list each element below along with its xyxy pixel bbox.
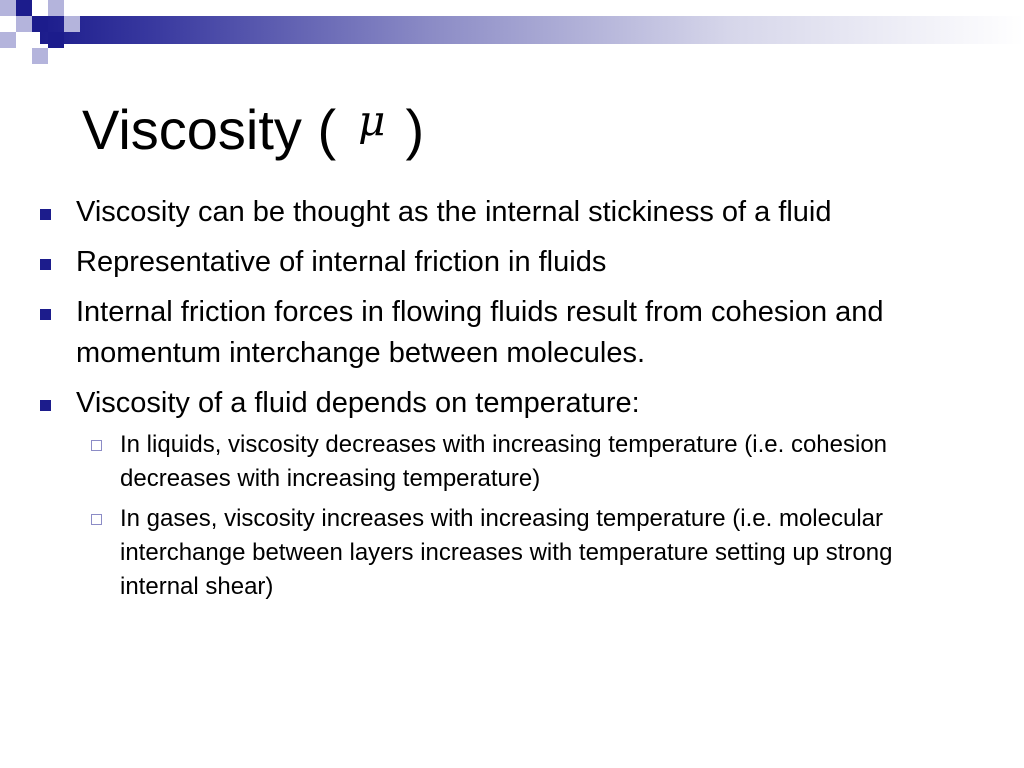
subbullet-text: In liquids, viscosity decreases with increasing temperature (i.e. cohesion decreases with increasing temperature) (120, 431, 888, 492)
square-bullet-icon (40, 209, 51, 220)
decor-square (0, 0, 16, 16)
hollow-square-bullet-icon (91, 440, 102, 451)
bullet-item (0, 292, 1024, 374)
slide-title (82, 92, 424, 173)
bullet-item (0, 242, 1024, 283)
square-bullet-icon (40, 400, 51, 411)
title-close-paren: ) (405, 98, 425, 161)
title-text: Viscosity ( (82, 98, 337, 161)
subbullet-text: In gases, viscosity increases with increasing temperature (i.e. molecular interchange between layers increases with temperature setting up strong internal shear) (120, 505, 893, 600)
bullet-item (0, 192, 1024, 233)
bullet-text: Viscosity of a fluid depends on temperature: (76, 387, 640, 419)
bullet-item (0, 383, 1024, 604)
bullet-list (0, 192, 1024, 613)
decor-square (32, 16, 48, 32)
decor-square (48, 32, 64, 48)
subbullet-item (0, 428, 984, 496)
bullet-text: Internal friction forces in flowing fluids result from cohesion and momentum interchange between molecules. (76, 296, 884, 369)
decor-square (32, 48, 48, 64)
square-bullet-icon (40, 259, 51, 270)
header-gradient-bar (40, 16, 1024, 44)
bullet-text: Representative of internal friction in fluids (76, 246, 607, 278)
decor-square (0, 32, 16, 48)
square-bullet-icon (40, 309, 51, 320)
decor-square (16, 0, 32, 16)
bullet-text: Viscosity can be thought as the internal stickiness of a fluid (76, 196, 832, 228)
decor-square (48, 0, 64, 16)
decor-square (64, 16, 80, 32)
decor-square (16, 16, 32, 32)
subbullet-list (0, 428, 984, 604)
mu-symbol: μ (358, 96, 386, 145)
header-decoration (0, 0, 1024, 62)
subbullet-item (0, 502, 984, 604)
hollow-square-bullet-icon (91, 514, 102, 525)
